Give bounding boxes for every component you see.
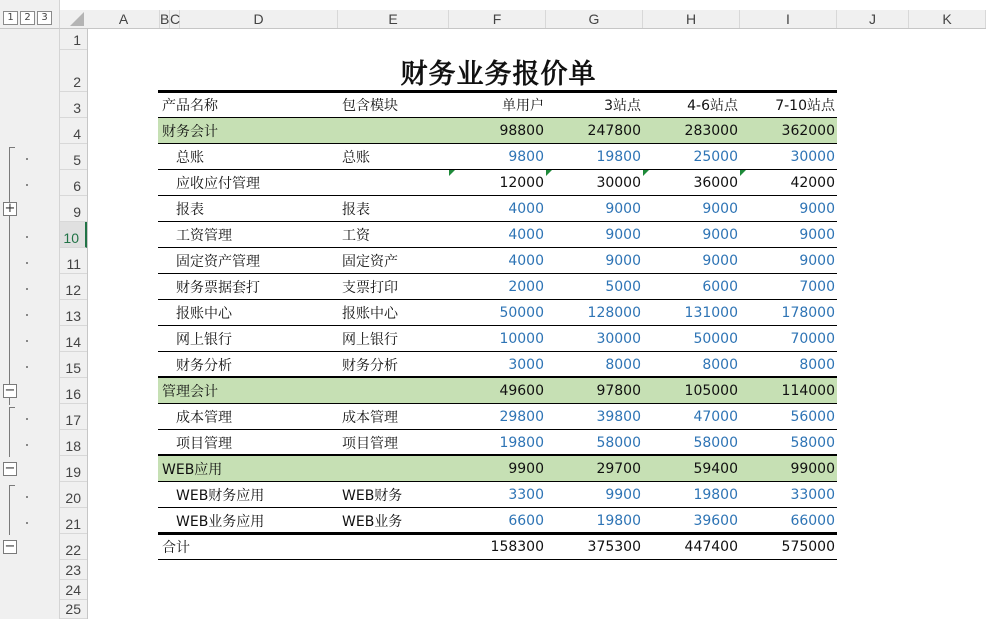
seven-ten-sites-price-cell[interactable]: 114000 bbox=[781, 382, 835, 399]
table-row bbox=[158, 404, 837, 430]
outline-bar bbox=[0, 29, 60, 619]
outline-dot bbox=[26, 366, 28, 368]
row-number: 25 bbox=[65, 601, 81, 617]
product-name-cell[interactable]: 合计 bbox=[162, 539, 190, 556]
row-number: 12 bbox=[65, 282, 81, 298]
row-header[interactable] bbox=[60, 534, 87, 560]
outline-level-3-button[interactable]: 3 bbox=[37, 11, 52, 25]
three-sites-price-cell[interactable]: 97800 bbox=[596, 382, 641, 399]
row-header[interactable] bbox=[60, 274, 87, 300]
column-header-h[interactable]: H bbox=[643, 10, 740, 28]
table-row bbox=[158, 508, 837, 534]
single-user-price-cell[interactable]: 98800 bbox=[499, 122, 544, 139]
row-header[interactable] bbox=[60, 482, 87, 508]
row-number: 17 bbox=[65, 412, 81, 428]
row-number: 9 bbox=[73, 204, 81, 220]
four-six-sites-price-cell[interactable]: 9000 bbox=[702, 226, 738, 243]
row-number: 3 bbox=[73, 100, 81, 116]
single-user-price-cell[interactable]: 2000 bbox=[508, 278, 544, 295]
table-header-row bbox=[158, 93, 837, 118]
header-module[interactable]: 包含模块 bbox=[342, 98, 398, 114]
outline-level-2-button[interactable]: 2 bbox=[20, 11, 35, 25]
outline-dot bbox=[26, 288, 28, 290]
sheet-title[interactable]: 财务业务报价单 bbox=[400, 59, 597, 90]
table-row bbox=[158, 248, 837, 274]
group-bracket-line bbox=[9, 485, 10, 535]
single-user-price-cell[interactable]: 4000 bbox=[508, 200, 544, 217]
product-name-cell[interactable]: 总账 bbox=[176, 149, 204, 166]
outline-dot bbox=[26, 236, 28, 238]
seven-ten-sites-price-cell[interactable]: 362000 bbox=[781, 122, 835, 139]
row-number: 22 bbox=[65, 542, 81, 558]
four-six-sites-price-cell[interactable]: 25000 bbox=[693, 148, 738, 165]
table-row bbox=[158, 196, 837, 222]
product-name-cell[interactable]: 网上银行 bbox=[176, 331, 232, 348]
outline-level-1-button[interactable]: 1 bbox=[3, 11, 18, 25]
error-indicator-icon[interactable] bbox=[643, 170, 649, 176]
four-six-sites-price-cell[interactable]: 105000 bbox=[684, 382, 738, 399]
error-indicator-icon[interactable] bbox=[449, 170, 455, 176]
header-single-user[interactable]: 单用户 bbox=[502, 98, 544, 114]
module-cell[interactable]: 财务分析 bbox=[342, 357, 398, 374]
seven-ten-sites-price-cell[interactable]: 8000 bbox=[799, 356, 835, 373]
four-six-sites-price-cell[interactable]: 39600 bbox=[693, 512, 738, 529]
three-sites-price-cell[interactable]: 30000 bbox=[596, 330, 641, 347]
row-header[interactable] bbox=[60, 378, 87, 404]
product-name-cell[interactable]: 财务分析 bbox=[176, 357, 232, 374]
row-header[interactable] bbox=[60, 560, 87, 580]
row-number: 2 bbox=[73, 74, 81, 90]
seven-ten-sites-price-cell[interactable]: 9000 bbox=[799, 200, 835, 217]
seven-ten-sites-price-cell[interactable]: 9000 bbox=[799, 226, 835, 243]
single-user-price-cell[interactable]: 4000 bbox=[508, 226, 544, 243]
collapse-button[interactable]: − bbox=[4, 539, 16, 554]
outline-dot bbox=[26, 340, 28, 342]
header-7-10-sites[interactable]: 7-10站点 bbox=[775, 98, 835, 114]
three-sites-price-cell[interactable]: 29700 bbox=[596, 460, 641, 477]
four-six-sites-price-cell[interactable]: 47000 bbox=[693, 408, 738, 425]
module-cell[interactable]: 报账中心 bbox=[342, 305, 398, 322]
product-name-cell[interactable]: 报账中心 bbox=[176, 305, 232, 322]
module-cell[interactable]: WEB业务 bbox=[342, 513, 403, 530]
single-user-price-cell[interactable]: 50000 bbox=[499, 304, 544, 321]
single-user-price-cell[interactable]: 3000 bbox=[508, 356, 544, 373]
row-number: 24 bbox=[65, 582, 81, 598]
row-header[interactable] bbox=[60, 600, 87, 619]
four-six-sites-price-cell[interactable]: 8000 bbox=[702, 356, 738, 373]
error-indicator-icon[interactable] bbox=[740, 170, 746, 176]
row-header[interactable] bbox=[60, 144, 87, 170]
table-row bbox=[158, 430, 837, 456]
column-header-k[interactable]: K bbox=[909, 10, 986, 28]
group-bracket-tick bbox=[9, 407, 15, 408]
module-cell[interactable]: WEB财务 bbox=[342, 487, 403, 504]
row-number: 20 bbox=[65, 490, 81, 506]
seven-ten-sites-price-cell[interactable]: 9000 bbox=[799, 252, 835, 269]
module-cell[interactable]: 固定资产 bbox=[342, 253, 398, 270]
table-row bbox=[158, 352, 837, 378]
single-user-price-cell[interactable]: 10000 bbox=[499, 330, 544, 347]
group-bracket-line bbox=[9, 147, 10, 405]
row-number: 14 bbox=[65, 334, 81, 350]
single-user-price-cell[interactable]: 9800 bbox=[508, 148, 544, 165]
single-user-price-cell[interactable]: 19800 bbox=[499, 434, 544, 451]
single-user-price-cell[interactable]: 49600 bbox=[499, 382, 544, 399]
total-row bbox=[158, 534, 837, 560]
header-product-name[interactable]: 产品名称 bbox=[162, 98, 218, 114]
group-row bbox=[158, 118, 837, 144]
row-header[interactable] bbox=[60, 29, 87, 50]
collapse-button[interactable]: − bbox=[4, 383, 16, 398]
module-cell[interactable]: 总账 bbox=[342, 149, 370, 166]
outline-dot bbox=[26, 184, 28, 186]
module-cell[interactable]: 网上银行 bbox=[342, 331, 398, 348]
single-user-price-cell[interactable]: 9900 bbox=[508, 460, 544, 477]
column-header-a[interactable]: A bbox=[88, 10, 160, 28]
four-six-sites-price-cell[interactable]: 6000 bbox=[702, 278, 738, 295]
product-name-cell[interactable]: 工资管理 bbox=[176, 227, 232, 244]
product-name-cell[interactable]: 应收应付管理 bbox=[176, 175, 260, 192]
group-bracket-line bbox=[9, 407, 10, 457]
row-number: 4 bbox=[73, 126, 81, 142]
product-name-cell[interactable]: WEB财务应用 bbox=[176, 487, 265, 504]
row-number: 5 bbox=[73, 152, 81, 168]
seven-ten-sites-price-cell[interactable]: 66000 bbox=[790, 512, 835, 529]
product-name-cell[interactable]: 固定资产管理 bbox=[176, 253, 260, 270]
module-cell[interactable]: 工资 bbox=[342, 227, 370, 244]
column-header-c[interactable]: C bbox=[170, 11, 181, 27]
column-header-d[interactable]: D bbox=[180, 10, 338, 28]
outline-dot bbox=[26, 262, 28, 264]
three-sites-price-cell[interactable]: 5000 bbox=[605, 278, 641, 295]
seven-ten-sites-price-cell[interactable]: 99000 bbox=[790, 460, 835, 477]
four-six-sites-price-cell[interactable]: 9000 bbox=[702, 252, 738, 269]
column-header-e[interactable]: E bbox=[338, 10, 449, 28]
column-header-bar bbox=[60, 10, 986, 29]
row-number: 15 bbox=[65, 360, 81, 376]
three-sites-price-cell[interactable]: 128000 bbox=[587, 304, 641, 321]
row-header[interactable] bbox=[60, 352, 87, 378]
outline-dot bbox=[26, 444, 28, 446]
header-3-sites[interactable]: 3站点 bbox=[604, 98, 641, 114]
three-sites-price-cell[interactable]: 30000 bbox=[596, 174, 641, 191]
single-user-price-cell[interactable]: 12000 bbox=[499, 174, 544, 191]
row-number: 19 bbox=[65, 464, 81, 480]
table-row bbox=[158, 170, 837, 196]
product-name-cell[interactable]: 财务票据套打 bbox=[176, 279, 260, 296]
group-bracket-tick bbox=[9, 147, 15, 148]
column-header-f[interactable]: F bbox=[449, 10, 546, 28]
four-six-sites-price-cell[interactable]: 447400 bbox=[684, 538, 738, 555]
row-number: 23 bbox=[65, 562, 81, 578]
row-header[interactable] bbox=[60, 118, 87, 144]
single-user-price-cell[interactable]: 158300 bbox=[490, 538, 544, 555]
three-sites-price-cell[interactable]: 9000 bbox=[605, 200, 641, 217]
module-cell[interactable]: 项目管理 bbox=[342, 435, 398, 452]
row-header-bar bbox=[60, 29, 88, 619]
product-name-cell[interactable]: 管理会计 bbox=[162, 383, 218, 400]
four-six-sites-price-cell[interactable]: 131000 bbox=[684, 304, 738, 321]
product-name-cell[interactable]: 报表 bbox=[176, 201, 204, 218]
seven-ten-sites-price-cell[interactable]: 30000 bbox=[790, 148, 835, 165]
table-row bbox=[158, 482, 837, 508]
row-number: 21 bbox=[65, 516, 81, 532]
outline-dot bbox=[26, 418, 28, 420]
table-row bbox=[158, 326, 837, 352]
row-header[interactable] bbox=[60, 326, 87, 352]
single-user-price-cell[interactable]: 6600 bbox=[508, 512, 544, 529]
row-header[interactable] bbox=[60, 430, 87, 456]
row-number: 6 bbox=[73, 178, 81, 194]
three-sites-price-cell[interactable]: 8000 bbox=[605, 356, 641, 373]
table-row bbox=[158, 222, 837, 248]
column-header-g[interactable]: G bbox=[546, 10, 643, 28]
three-sites-price-cell[interactable]: 19800 bbox=[596, 512, 641, 529]
three-sites-price-cell[interactable]: 39800 bbox=[596, 408, 641, 425]
seven-ten-sites-price-cell[interactable]: 70000 bbox=[790, 330, 835, 347]
outline-level-header bbox=[0, 0, 60, 29]
row-header[interactable] bbox=[60, 92, 87, 118]
seven-ten-sites-price-cell[interactable]: 33000 bbox=[790, 486, 835, 503]
three-sites-price-cell[interactable]: 19800 bbox=[596, 148, 641, 165]
outline-dot bbox=[26, 158, 28, 160]
row-number: 13 bbox=[65, 308, 81, 324]
outline-dot bbox=[26, 314, 28, 316]
module-cell[interactable]: 成本管理 bbox=[342, 409, 398, 426]
group-row bbox=[158, 456, 837, 482]
row-header[interactable] bbox=[60, 248, 87, 274]
outline-dot bbox=[26, 522, 28, 524]
header-4-6-sites[interactable]: 4-6站点 bbox=[687, 98, 738, 114]
row-header[interactable] bbox=[60, 456, 87, 482]
expand-button[interactable]: + bbox=[4, 201, 16, 216]
product-name-cell[interactable]: WEB应用 bbox=[162, 461, 223, 478]
row-number: 1 bbox=[73, 32, 81, 48]
seven-ten-sites-price-cell[interactable]: 575000 bbox=[781, 538, 835, 555]
row-header[interactable] bbox=[60, 580, 87, 600]
row-header-active[interactable] bbox=[60, 222, 87, 248]
three-sites-price-cell[interactable]: 375300 bbox=[587, 538, 641, 555]
product-name-cell[interactable]: 财务会计 bbox=[162, 123, 218, 140]
row-header[interactable] bbox=[60, 404, 87, 430]
group-bracket-tick bbox=[9, 485, 15, 486]
three-sites-price-cell[interactable]: 58000 bbox=[596, 434, 641, 451]
three-sites-price-cell[interactable]: 9000 bbox=[605, 252, 641, 269]
table-row bbox=[158, 144, 837, 170]
row-header[interactable] bbox=[60, 170, 87, 196]
module-cell[interactable]: 支票打印 bbox=[342, 279, 398, 296]
group-row bbox=[158, 378, 837, 404]
error-indicator-icon[interactable] bbox=[546, 170, 552, 176]
row-header[interactable] bbox=[60, 50, 87, 92]
three-sites-price-cell[interactable]: 247800 bbox=[587, 122, 641, 139]
seven-ten-sites-price-cell[interactable]: 56000 bbox=[790, 408, 835, 425]
column-header-i[interactable]: I bbox=[740, 10, 837, 28]
row-header[interactable] bbox=[60, 508, 87, 534]
table-row bbox=[158, 274, 837, 300]
row-number: 16 bbox=[65, 386, 81, 402]
select-all-corner[interactable] bbox=[70, 12, 84, 26]
three-sites-price-cell[interactable]: 9000 bbox=[605, 226, 641, 243]
product-name-cell[interactable]: WEB业务应用 bbox=[176, 513, 265, 530]
row-header[interactable] bbox=[60, 300, 87, 326]
row-header[interactable] bbox=[60, 196, 87, 222]
single-user-price-cell[interactable]: 4000 bbox=[508, 252, 544, 269]
four-six-sites-price-cell[interactable]: 283000 bbox=[684, 122, 738, 139]
table-row bbox=[158, 300, 837, 326]
collapse-button[interactable]: − bbox=[4, 461, 16, 476]
four-six-sites-price-cell[interactable]: 58000 bbox=[693, 434, 738, 451]
outline-dot bbox=[26, 496, 28, 498]
seven-ten-sites-price-cell[interactable]: 42000 bbox=[790, 174, 835, 191]
single-user-price-cell[interactable]: 3300 bbox=[508, 486, 544, 503]
seven-ten-sites-price-cell[interactable]: 58000 bbox=[790, 434, 835, 451]
four-six-sites-price-cell[interactable]: 50000 bbox=[693, 330, 738, 347]
row-number: 18 bbox=[65, 438, 81, 454]
single-user-price-cell[interactable]: 29800 bbox=[499, 408, 544, 425]
product-name-cell[interactable]: 成本管理 bbox=[176, 409, 232, 426]
four-six-sites-price-cell[interactable]: 19800 bbox=[693, 486, 738, 503]
module-cell[interactable]: 报表 bbox=[342, 201, 370, 218]
row-number: 10 bbox=[63, 230, 79, 246]
four-six-sites-price-cell[interactable]: 59400 bbox=[693, 460, 738, 477]
row-number: 11 bbox=[66, 256, 81, 272]
product-name-cell[interactable]: 项目管理 bbox=[176, 435, 232, 452]
seven-ten-sites-price-cell[interactable]: 7000 bbox=[799, 278, 835, 295]
three-sites-price-cell[interactable]: 9900 bbox=[605, 486, 641, 503]
four-six-sites-price-cell[interactable]: 9000 bbox=[702, 200, 738, 217]
column-header-b[interactable]: B bbox=[160, 11, 170, 27]
column-header-j[interactable]: J bbox=[837, 10, 909, 28]
seven-ten-sites-price-cell[interactable]: 178000 bbox=[781, 304, 835, 321]
four-six-sites-price-cell[interactable]: 36000 bbox=[693, 174, 738, 191]
